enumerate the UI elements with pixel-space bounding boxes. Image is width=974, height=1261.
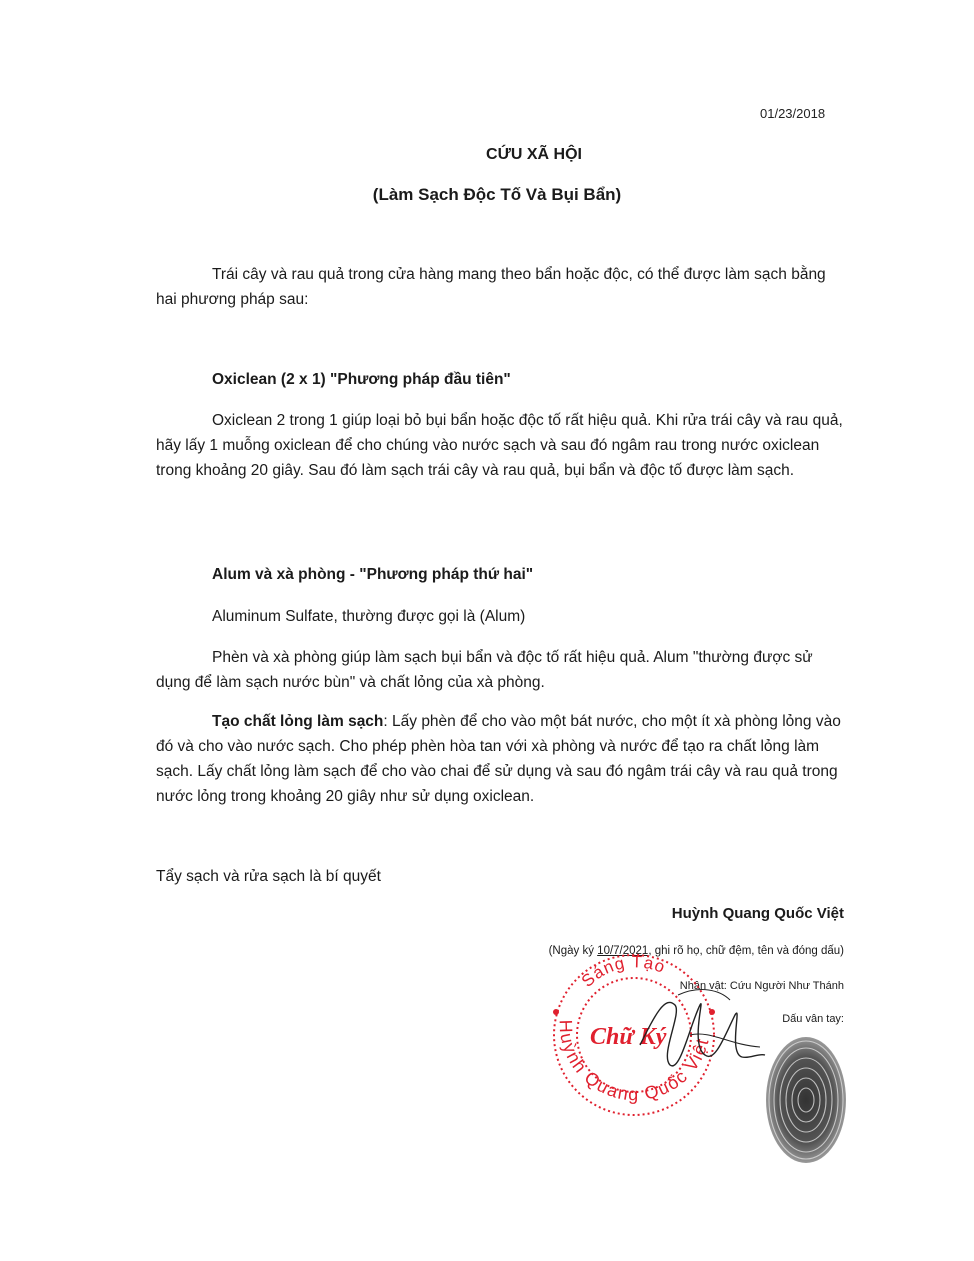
fingerprint-icon [762, 1033, 850, 1168]
liquid-body: : Lấy phèn để cho vào một bát nước, cho một ít xà phòng lỏng vào đó và cho vào nước sạch. Cho phép phèn hòa tan với xà phòng và nước để tạo ra chất lỏng làm sạch. Lấy chất lỏng làm sạch để cho vào chai để sử dụng và sau đó ngâm trái cây và rau quả trong nước lỏng trong khoảng 20 giây như sử dụng oxiclean. [156, 713, 841, 805]
method2-paragraph: Phèn và xà phòng giúp làm sạch bụi bẩn và độc tố rất hiệu quả. Alum "thường được sử dụng để làm sạch nước bùn" và chất lỏng của xà phòng. [156, 649, 813, 691]
signature-date: 10/7/2021 [597, 945, 649, 957]
signer-name: Huỳnh Quang Quốc Việt [671, 905, 844, 922]
document-title: CỨU XÃ HỘI [486, 146, 582, 163]
seal-top-text: Sáng Tạo [577, 952, 669, 991]
liquid-paragraph [156, 709, 846, 809]
seal-ring-text: Huỳnh Quang Quốc Việt [555, 1019, 713, 1105]
fingerprint-label: Dấu vân tay: [782, 1013, 844, 1025]
intro-paragraph: Trái cây và rau quả trong cửa hàng mang theo bẩn hoặc độc, có thể được làm sạch bằng hai phương pháp sau: [156, 266, 826, 308]
method2-alum-line: Aluminum Sulfate, thường được gọi là (Alum) [212, 608, 526, 625]
liquid-label: Tạo chất lỏng làm sạch [212, 713, 384, 730]
character-line: Nhân vật: Cứu Người Như Thánh [679, 980, 844, 992]
closing-line: Tẩy sạch và rửa sạch là bí quyết [156, 868, 381, 885]
handwritten-signature [630, 975, 770, 1085]
signature-date-line: (Ngày ký 10/7/2021, ghi rõ họ, chữ đệm, tên và đóng dấu) [548, 945, 844, 957]
document-subtitle: (Làm Sạch Độc Tố Và Bụi Bẩn) [372, 185, 622, 204]
method2-heading: Alum và xà phòng - "Phương pháp thứ hai" [212, 566, 534, 583]
seal-center-text: Chữ Ký [590, 1024, 667, 1050]
method1-heading: Oxiclean (2 x 1) "Phương pháp đầu tiên" [212, 371, 511, 388]
document-date: 01/23/2018 [760, 106, 826, 121]
method1-paragraph: Oxiclean 2 trong 1 giúp loại bỏ bụi bẩn hoặc độc tố rất hiệu quả. Khi rửa trái cây và rau quả, hãy lấy 1 muỗng oxiclean để cho chúng vào nước sạch và sau đó ngâm rau trong nước oxiclean trong khoảng 20 giây. Sau đó làm sạch trái cây và rau quả, bụi bẩn và độc tố được làm sạch. [156, 412, 843, 479]
